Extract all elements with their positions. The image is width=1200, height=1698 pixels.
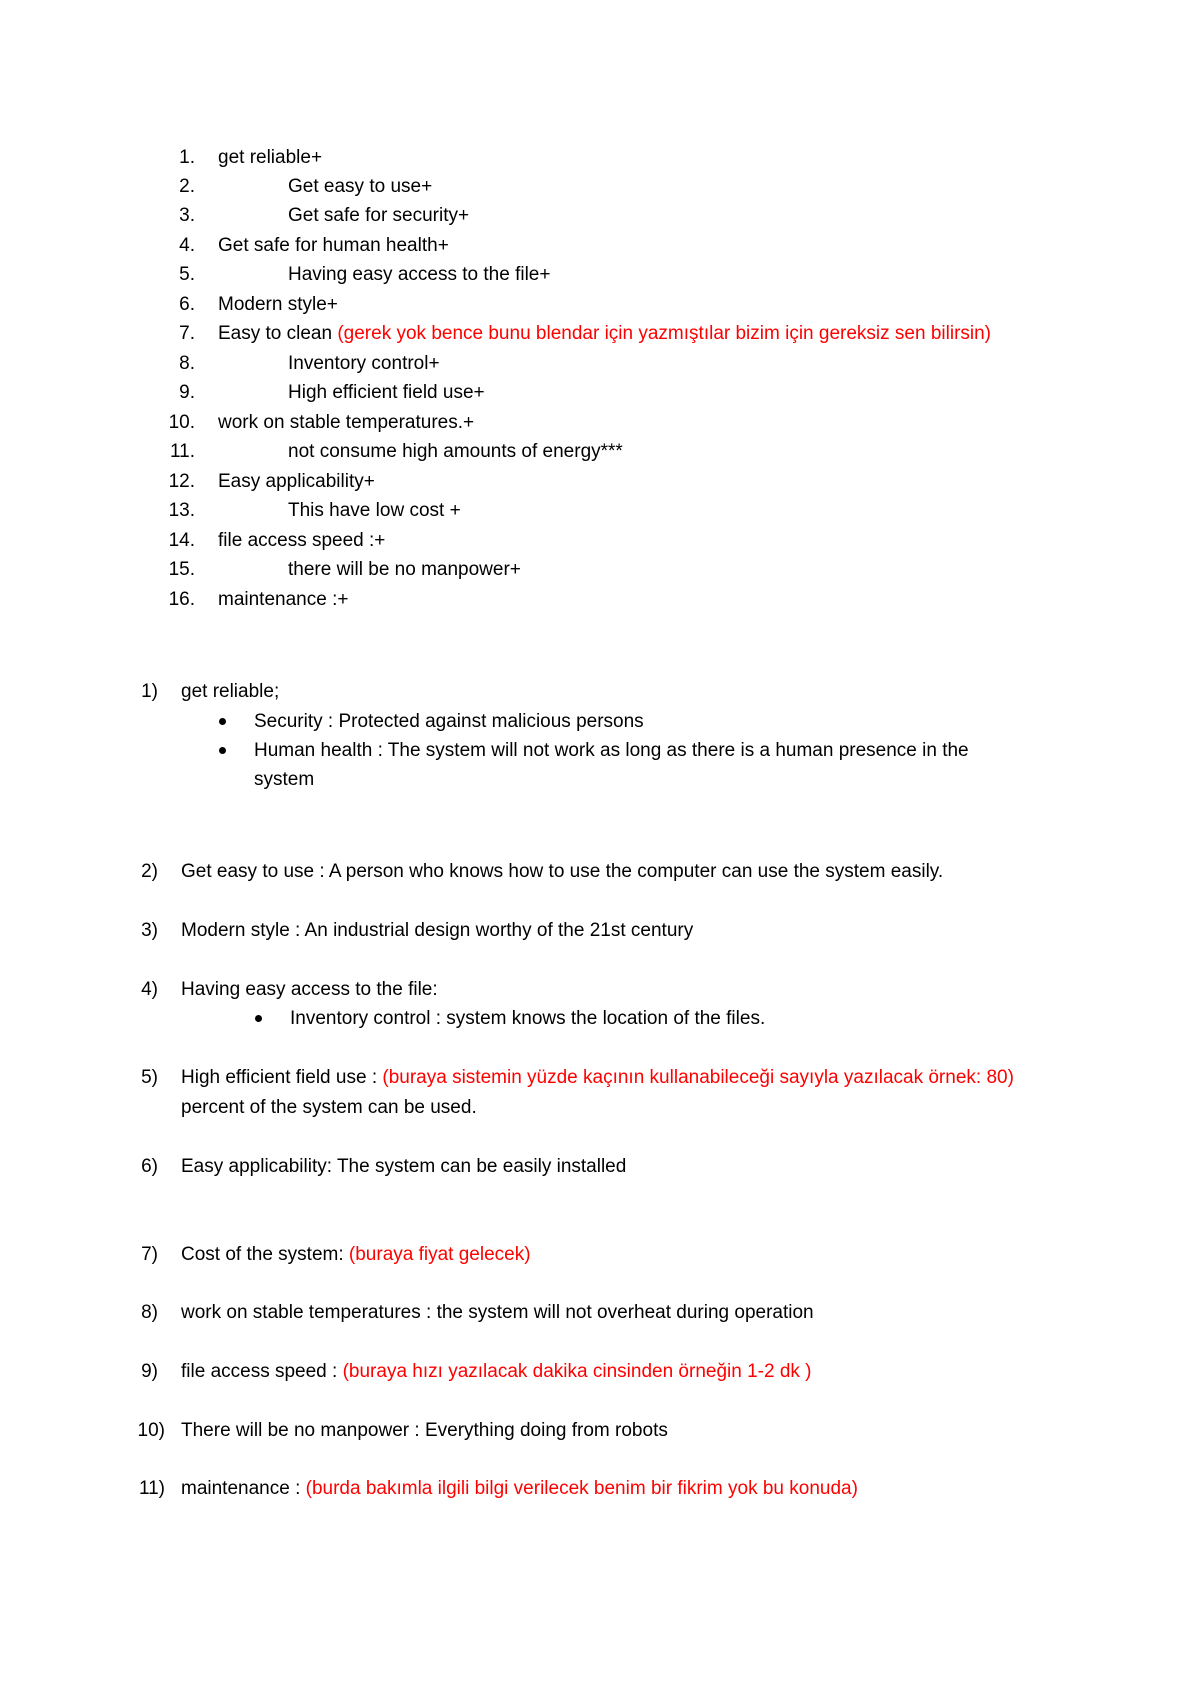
reviewer-note: (buraya sistemin yüzde kaçının kullanabileceği sayıyla yazılacak örnek: 80) [382, 1067, 1014, 1088]
reviewer-note: (gerek yok bence bunu blendar için yazmıştılar bizim için gereksiz sen bilirsin) [337, 323, 992, 344]
bullet-icon [219, 718, 226, 725]
reviewer-note: (burda bakımla ilgili bilgi verilecek benim bir fikrim yok bu konuda) [305, 1478, 858, 1499]
reviewer-note: (buraya fiyat gelecek) [348, 1244, 531, 1265]
bullet-icon [219, 747, 226, 754]
document-page: 1. get reliable+ 2. Get easy to use+ 3. Get safe for security+ 4. Get safe for human health+ 5. Having easy access to the file+ 6. Modern style+ 7. Easy to clean (gerek yok bence bunu blendar için yazmıştılar bizim için gereksiz sen bilirsin) 8. Inventory control+ 9. High efficient field use+ 10. work on stable temperatures.+ 11. not consume high amounts of energy*** 12. Easy applicability+ 13. This have low cost + 14. file access speed :+ 15. there will be no manpower+ 16. maintenance :+ 1) get reliable; Security : Protected against malicious persons Human health : The system will not work as long as there is a human presence in the system 2) Get easy to use : A person who knows how to use the computer can use the system easily. 3) Modern style : An industrial design worthy of the 21st century 4) Having easy access to the file: Inventory control : system knows the location of the files. 5) High efficient field use : (buraya sistemin yüzde kaçının kullanabileceği sayıyla yazılacak örnek: 80) percent of the system can be used. 6) Easy applicability: The system can be easily installed 7) Cost of the system: (buraya fiyat gelecek) 8) work on stable temperatures : the system will not overheat during operation 9) file access speed : (buraya hızı yazılacak dakika cinsinden örneğin 1-2 dk ) 10) There will be no manpower : Everything doing from robots 11) maintenance : (burda bakımla ilgili bilgi verilecek benim bir fikrim yok bu konuda) [137, 147, 1014, 1499]
bullet-icon [255, 1015, 262, 1022]
reviewer-note: (buraya hızı yazılacak dakika cinsinden örneğin 1-2 dk ) [342, 1361, 812, 1382]
